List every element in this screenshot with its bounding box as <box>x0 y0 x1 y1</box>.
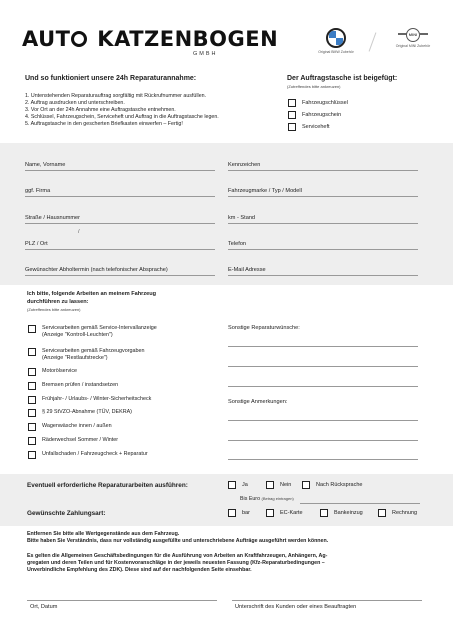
label-signature: Unterschrift des Kunden oder eines Beauftragten <box>235 604 357 610</box>
task-sublabel: (Anzeige "Restlaufstrecke") <box>42 354 108 361</box>
label-email: E-Mail Adresse <box>228 267 266 273</box>
bmw-brand <box>316 28 356 54</box>
option-label: EC-Karte <box>280 510 303 516</box>
mini-brand <box>390 28 436 48</box>
task-sublabel: (Anzeige "Kontroll-Leuchten") <box>42 331 113 338</box>
intro-step: 3. Vor Ort an der 24h Annahme eine Auftragstasche entnehmen. <box>25 107 176 114</box>
task-label: Wagenwäsche innen / außen <box>42 423 112 429</box>
mini-logo-text: MINI <box>406 28 420 42</box>
input-place-date[interactable] <box>27 600 217 601</box>
tasks-title-line: durchführen zu lassen: <box>27 298 89 305</box>
bag-option-key[interactable] <box>288 99 348 107</box>
intro-step: 2. Auftrag ausdrucken und unterschreiben. <box>25 100 125 107</box>
intro-steps <box>25 93 275 128</box>
input-mileage[interactable] <box>228 223 418 224</box>
brand-divider <box>369 32 377 51</box>
repairs-limit-label: Bis Euro <box>240 496 261 502</box>
checkbox[interactable] <box>228 481 236 489</box>
checkbox[interactable] <box>266 509 274 517</box>
option-label: bar <box>242 510 250 516</box>
task-label: Servicearbeiten gemäß Service-Intervallanzeige <box>42 325 157 331</box>
input-repairs-limit[interactable] <box>300 503 420 504</box>
customer-data-section <box>0 143 453 285</box>
label-place-date: Ort, Datum <box>30 604 58 610</box>
payment-option-cash[interactable] <box>228 509 250 517</box>
input-phone[interactable] <box>228 249 418 250</box>
label-name: Name, Vorname <box>25 162 66 168</box>
input-other-repairs-2[interactable] <box>228 366 418 367</box>
footer-terms <box>27 553 427 574</box>
notice-line: Bitte haben Sie Verständnis, dass nur vollständig ausgefüllte und unterschriebene Aufträge ausgeführt werden können. <box>27 537 329 544</box>
input-email[interactable] <box>228 275 418 276</box>
checkbox[interactable] <box>28 348 36 356</box>
checkbox[interactable] <box>28 382 36 390</box>
mini-caption: Original MINI Zubehör <box>395 44 431 48</box>
company-logo <box>22 27 278 51</box>
bag-title: Der Auftragstasche ist beigefügt: <box>287 75 398 82</box>
checkbox[interactable] <box>228 509 236 517</box>
logo-gmbh: GMBH <box>193 51 218 57</box>
input-vehicle-model[interactable] <box>228 196 418 197</box>
option-label: Nein <box>280 482 292 488</box>
repairs-option-no[interactable] <box>266 481 291 489</box>
input-street[interactable] <box>25 223 215 224</box>
label-other-notes: Sonstige Anmerkungen: <box>228 399 288 405</box>
label-zip-city: PLZ / Ort <box>25 241 48 247</box>
intro-title: Und so funktioniert unsere 24h Reparaturannahme: <box>25 75 197 82</box>
intro-step: 5. Auftragstasche in den gescherten Briefkasten einwerfen – Fertig! <box>25 121 183 128</box>
input-signature[interactable] <box>232 600 422 601</box>
terms-line: Es gelten die Allgemeinen Geschäftsbedingungen für die Ausführung von Arbeiten an Kraftfahrzeugen, Anhängern, Ag- <box>27 553 328 559</box>
logo-ring-icon <box>71 31 87 47</box>
input-other-repairs-3[interactable] <box>228 386 418 387</box>
notice-line: Entfernen Sie bitte alle Wertgegenstände aus dem Fahrzeug. <box>27 531 180 537</box>
payment-label: Gewünschte Zahlungsart: <box>27 510 106 517</box>
input-other-notes-3[interactable] <box>228 459 418 460</box>
task-label: Unfallschaden / Fahrzeugcheck + Reparatur <box>42 451 148 457</box>
terms-line: Unverbindliche Empfehlung des ZDK). Diese sind auf der nachfolgenden Seite einsehbar. <box>27 566 252 573</box>
tasks-note: (Zutreffendes bitte ankreuzen) <box>27 307 81 312</box>
task-option-inspection[interactable] <box>28 409 132 417</box>
input-other-notes-1[interactable] <box>228 420 418 421</box>
task-option-accident[interactable] <box>28 451 148 459</box>
bmw-logo-icon <box>326 28 346 48</box>
input-other-notes-2[interactable] <box>228 440 418 441</box>
task-option-safety-check[interactable] <box>28 396 151 404</box>
intro-step: 4. Schlüssel, Fahrzeugschein, Serviceheft und Auftrag in die Auftragstasche legen. <box>25 114 219 121</box>
bag-note: (Zutreffendes bitte ankreuzen) <box>287 84 341 89</box>
checkbox[interactable] <box>320 509 328 517</box>
task-option-wash[interactable] <box>28 423 112 431</box>
option-label: Nach Rücksprache <box>316 482 363 488</box>
checkbox[interactable] <box>288 123 296 131</box>
option-label: Bankeinzug <box>334 510 363 516</box>
input-plate[interactable] <box>228 170 418 171</box>
checkbox[interactable] <box>288 111 296 119</box>
task-label: Bremsen prüfen / instandsetzen <box>42 382 119 388</box>
task-option-oil[interactable] <box>28 368 77 376</box>
label-street: Straße / Hausnummer <box>25 215 81 221</box>
checkbox[interactable] <box>288 99 296 107</box>
checkbox[interactable] <box>28 396 36 404</box>
checkbox[interactable] <box>28 368 36 376</box>
logo-text-katzenbogen: KATZENBOGEN <box>97 27 279 51</box>
footer-notice <box>27 531 427 545</box>
repairs-option-callback[interactable] <box>302 481 362 489</box>
task-label: Frühjahr- / Urlaubs- / Winter-Sicherheitscheck <box>42 396 152 402</box>
bag-option-servicebook[interactable] <box>288 123 330 131</box>
tasks-title-line: Ich bitte, folgende Arbeiten an meinem Fahrzeug <box>27 291 157 297</box>
label-company: ggf. Firma <box>25 188 51 194</box>
option-label: Fahrzeugschein <box>302 112 342 118</box>
option-label: Fahrzeugschlüssel <box>302 100 348 106</box>
label-vehicle-model: Fahrzeugmarke / Typ / Modell <box>228 188 302 194</box>
intro-step: 1. Untenstehenden Reparaturauftrag sorgfältig mit Rückrufnummer ausfüllen. <box>25 93 207 99</box>
option-label: Serviceheft <box>302 124 330 130</box>
terms-line: gregaten und deren Teilen und für Kostenvoranschläge in der jeweils neuesten Fassung (Kfz-Reparaturbedingungen – <box>27 559 325 566</box>
label-plate: Kennzeichen <box>228 162 261 168</box>
checkbox[interactable] <box>28 409 36 417</box>
task-label: Motorölservice <box>42 368 78 374</box>
payment-option-direct-debit[interactable] <box>320 509 363 517</box>
option-label: Rechnung <box>392 510 418 516</box>
task-option-wheel-change[interactable] <box>28 437 118 445</box>
tasks-title <box>27 291 156 306</box>
label-phone: Telefon <box>228 241 247 247</box>
input-pickup-date[interactable] <box>25 275 215 276</box>
repairs-limit <box>240 496 294 502</box>
checkbox[interactable] <box>28 325 36 333</box>
label-mileage: km - Stand <box>228 215 256 221</box>
checkbox[interactable] <box>28 437 36 445</box>
logo-text-auto: AUT <box>22 27 71 51</box>
input-company[interactable] <box>25 196 215 197</box>
input-zip-city[interactable] <box>25 249 215 250</box>
repairs-label: Eventuell erforderliche Reparaturarbeiten ausführen: <box>27 482 188 489</box>
checkbox[interactable] <box>302 481 310 489</box>
option-label: Ja <box>242 482 248 488</box>
checkbox[interactable] <box>266 481 274 489</box>
checkbox[interactable] <box>378 509 386 517</box>
zip-city-separator: / <box>78 229 80 235</box>
label-other-repairs: Sonstige Reparaturwünsche: <box>228 325 300 331</box>
task-label: Räderwechsel Sommer / Winter <box>42 437 119 443</box>
checkbox[interactable] <box>28 451 36 459</box>
payment-option-ec-card[interactable] <box>266 509 303 517</box>
repairs-option-yes[interactable] <box>228 481 248 489</box>
label-pickup-date: Gewünschter Abholtermin (nach telefonischer Absprache) <box>25 267 168 273</box>
checkbox[interactable] <box>28 423 36 431</box>
input-name[interactable] <box>25 170 215 171</box>
input-other-repairs-1[interactable] <box>228 346 418 347</box>
task-option-brakes[interactable] <box>28 382 118 390</box>
bmw-caption: Original BMW Zubehör <box>318 50 354 54</box>
bag-option-registration[interactable] <box>288 111 341 119</box>
mini-logo-icon <box>398 28 428 42</box>
repairs-limit-note: (Betrag eintragen) <box>261 496 294 501</box>
task-option-service-vehicle[interactable] <box>28 348 144 361</box>
task-label: § 29 StVZO-Abnahme (TÜV, DEKRA) <box>42 409 132 415</box>
payment-option-invoice[interactable] <box>378 509 417 517</box>
task-label: Servicearbeiten gemäß Fahrzeugvorgaben <box>42 348 145 354</box>
task-option-service-interval[interactable] <box>28 325 157 338</box>
